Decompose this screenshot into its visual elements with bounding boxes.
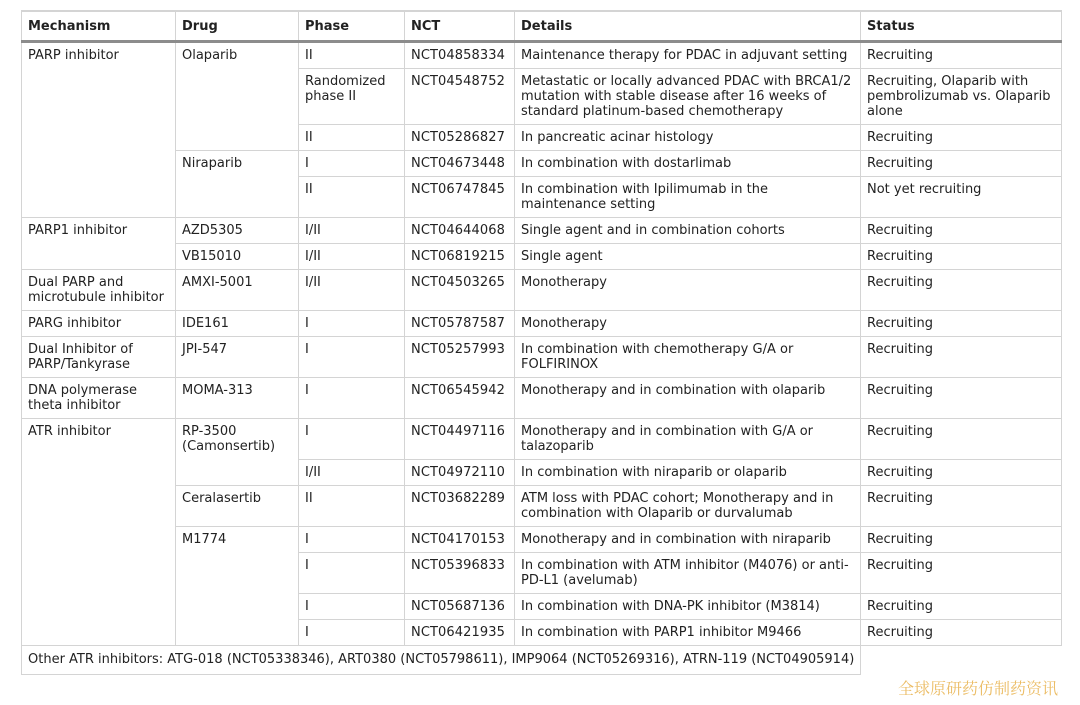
table-row xyxy=(22,378,1062,419)
details-cell: Metastatic or locally advanced PDAC with BRCA1/2 mutation with stable disease after 16 weeks of standard platinum-based chemotherapy xyxy=(515,69,861,125)
nct-cell: NCT06819215 xyxy=(405,244,515,270)
status-cell: Recruiting xyxy=(861,553,1062,594)
drug-cell: Ceralasertib xyxy=(176,486,299,527)
drug-cell: AZD5305 xyxy=(176,218,299,244)
table-row xyxy=(22,337,1062,378)
status-cell: Recruiting xyxy=(861,151,1062,177)
table-row xyxy=(22,218,1062,244)
phase-cell: I xyxy=(299,620,405,646)
drug-cell: MOMA-313 xyxy=(176,378,299,419)
header-drug: Drug xyxy=(176,11,299,42)
phase-cell: II xyxy=(299,125,405,151)
nct-cell: NCT04170153 xyxy=(405,527,515,553)
drug-cell: VB15010 xyxy=(176,244,299,270)
details-cell: ATM loss with PDAC cohort; Monotherapy and in combination with Olaparib or durvalumab xyxy=(515,486,861,527)
table-row xyxy=(22,419,1062,460)
phase-cell: I xyxy=(299,594,405,620)
drug-cell: Niraparib xyxy=(176,151,299,218)
table-row xyxy=(22,151,1062,177)
nct-cell: NCT05687136 xyxy=(405,594,515,620)
details-cell: In combination with DNA-PK inhibitor (M3814) xyxy=(515,594,861,620)
header-mechanism: Mechanism xyxy=(22,11,176,42)
clinical-trials-table xyxy=(21,10,1062,675)
details-cell: Maintenance therapy for PDAC in adjuvant setting xyxy=(515,42,861,69)
phase-cell: II xyxy=(299,486,405,527)
mechanism-cell: PARP inhibitor xyxy=(22,42,176,218)
clinical-trials-table-container xyxy=(21,10,1061,675)
details-cell: In combination with Ipilimumab in the maintenance setting xyxy=(515,177,861,218)
status-cell: Recruiting xyxy=(861,378,1062,419)
details-cell: Monotherapy xyxy=(515,270,861,311)
nct-cell: NCT04858334 xyxy=(405,42,515,69)
drug-cell: JPI-547 xyxy=(176,337,299,378)
table-row xyxy=(22,527,1062,553)
nct-cell: NCT05396833 xyxy=(405,553,515,594)
header-status: Status xyxy=(861,11,1062,42)
watermark-text: 全球原研药仿制药资讯 xyxy=(897,679,1058,698)
nct-cell: NCT03682289 xyxy=(405,486,515,527)
status-cell: Recruiting, Olaparib with pembrolizumab vs. Olaparib alone xyxy=(861,69,1062,125)
other-atr-inhibitors-note: Other ATR inhibitors: ATG-018 (NCT05338346), ART0380 (NCT05798611), IMP9064 (NCT05269316), ATRN-119 (NCT04905914) xyxy=(22,646,861,675)
status-cell: Recruiting xyxy=(861,125,1062,151)
details-cell: Single agent and in combination cohorts xyxy=(515,218,861,244)
footer-row xyxy=(22,646,1062,675)
phase-cell: I xyxy=(299,378,405,419)
drug-cell: Olaparib xyxy=(176,42,299,151)
nct-cell: NCT05286827 xyxy=(405,125,515,151)
phase-cell: I/II xyxy=(299,460,405,486)
nct-cell: NCT04644068 xyxy=(405,218,515,244)
status-cell: Recruiting xyxy=(861,460,1062,486)
details-cell: In pancreatic acinar histology xyxy=(515,125,861,151)
header-details: Details xyxy=(515,11,861,42)
phase-cell: II xyxy=(299,177,405,218)
drug-cell: RP-3500 (Camonsertib) xyxy=(176,419,299,486)
table-row xyxy=(22,311,1062,337)
header-nct: NCT xyxy=(405,11,515,42)
table-row xyxy=(22,486,1062,527)
mechanism-cell: Dual PARP and microtubule inhibitor xyxy=(22,270,176,311)
mechanism-cell: ATR inhibitor xyxy=(22,419,176,646)
mechanism-cell: PARG inhibitor xyxy=(22,311,176,337)
status-cell: Recruiting xyxy=(861,419,1062,460)
nct-cell: NCT06747845 xyxy=(405,177,515,218)
nct-cell: NCT04548752 xyxy=(405,69,515,125)
status-cell: Recruiting xyxy=(861,527,1062,553)
mechanism-cell: DNA polymerase theta inhibitor xyxy=(22,378,176,419)
status-cell: Recruiting xyxy=(861,244,1062,270)
mechanism-cell: Dual Inhibitor of PARP/Tankyrase xyxy=(22,337,176,378)
nct-cell: NCT04497116 xyxy=(405,419,515,460)
details-cell: Monotherapy and in combination with olaparib xyxy=(515,378,861,419)
status-cell: Recruiting xyxy=(861,311,1062,337)
table-row xyxy=(22,270,1062,311)
details-cell: In combination with niraparib or olaparib xyxy=(515,460,861,486)
phase-cell: I/II xyxy=(299,244,405,270)
phase-cell: I xyxy=(299,151,405,177)
phase-cell: I xyxy=(299,337,405,378)
header-phase: Phase xyxy=(299,11,405,42)
phase-cell: Randomized phase II xyxy=(299,69,405,125)
mechanism-cell: PARP1 inhibitor xyxy=(22,218,176,270)
drug-cell: IDE161 xyxy=(176,311,299,337)
phase-cell: I xyxy=(299,419,405,460)
table-row xyxy=(22,244,1062,270)
phase-cell: I xyxy=(299,311,405,337)
phase-cell: I xyxy=(299,527,405,553)
details-cell: Single agent xyxy=(515,244,861,270)
nct-cell: NCT04972110 xyxy=(405,460,515,486)
nct-cell: NCT05787587 xyxy=(405,311,515,337)
status-cell: Recruiting xyxy=(861,620,1062,646)
nct-cell: NCT04673448 xyxy=(405,151,515,177)
details-cell: In combination with dostarlimab xyxy=(515,151,861,177)
drug-cell: AMXI-5001 xyxy=(176,270,299,311)
details-cell: In combination with PARP1 inhibitor M9466 xyxy=(515,620,861,646)
table-row xyxy=(22,42,1062,69)
nct-cell: NCT05257993 xyxy=(405,337,515,378)
phase-cell: I xyxy=(299,553,405,594)
status-cell: Recruiting xyxy=(861,486,1062,527)
drug-cell: M1774 xyxy=(176,527,299,646)
status-cell: Recruiting xyxy=(861,270,1062,311)
nct-cell: NCT06545942 xyxy=(405,378,515,419)
details-cell: In combination with chemotherapy G/A or FOLFIRINOX xyxy=(515,337,861,378)
status-cell: Recruiting xyxy=(861,42,1062,69)
phase-cell: II xyxy=(299,42,405,69)
phase-cell: I/II xyxy=(299,218,405,244)
details-cell: Monotherapy xyxy=(515,311,861,337)
nct-cell: NCT06421935 xyxy=(405,620,515,646)
phase-cell: I/II xyxy=(299,270,405,311)
status-cell: Recruiting xyxy=(861,594,1062,620)
status-cell: Recruiting xyxy=(861,337,1062,378)
details-cell: Monotherapy and in combination with niraparib xyxy=(515,527,861,553)
status-cell: Recruiting xyxy=(861,218,1062,244)
details-cell: In combination with ATM inhibitor (M4076) or anti-PD-L1 (avelumab) xyxy=(515,553,861,594)
status-cell: Not yet recruiting xyxy=(861,177,1062,218)
nct-cell: NCT04503265 xyxy=(405,270,515,311)
header-row xyxy=(22,11,1062,42)
details-cell: Monotherapy and in combination with G/A or talazoparib xyxy=(515,419,861,460)
